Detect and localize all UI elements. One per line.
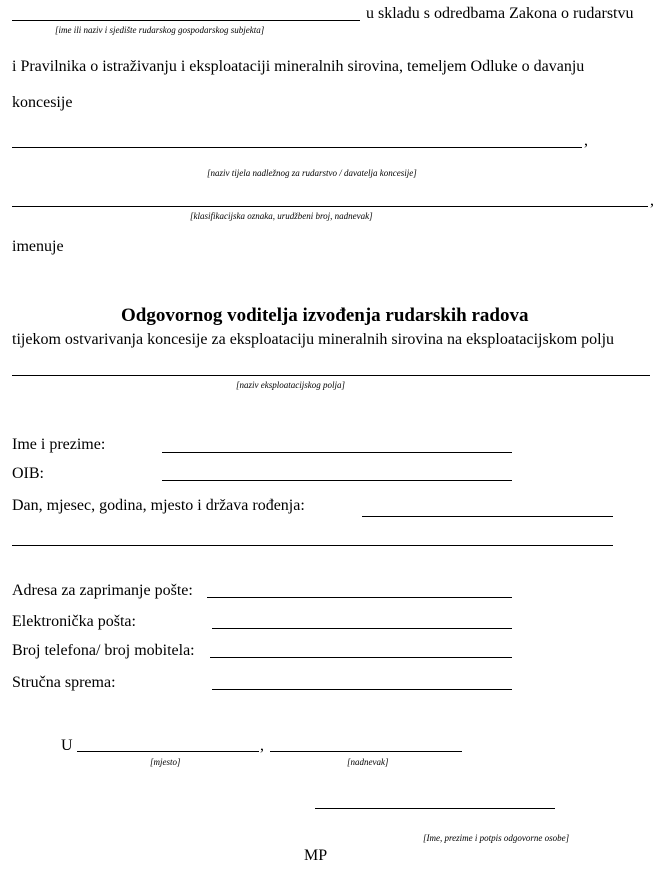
hint-field-name: [naziv eksploatacijskog polja] xyxy=(236,380,345,390)
comma-2: , xyxy=(650,192,654,209)
hint-signature: [Ime, prezime i potpis odgovorne osobe] xyxy=(423,833,570,843)
hint-place: [mjesto] xyxy=(150,757,181,767)
paragraph-line-3: koncesije xyxy=(12,94,73,111)
signature-line[interactable] xyxy=(315,808,555,809)
email-label: Elektronička pošta: xyxy=(12,613,136,630)
document-title: Odgovornog voditelja izvođenja rudarskih radova xyxy=(121,305,529,326)
comma-1: , xyxy=(584,132,588,149)
intro-tail-text: u skladu s odredbama Zakona o rudarstvu xyxy=(366,5,634,22)
education-input-line[interactable] xyxy=(212,689,512,690)
paragraph-line-2: i Pravilnika o istraživanju i eksploataciji mineralnih sirovina, temeljem Odluke o davanju xyxy=(12,58,585,75)
phone-label: Broj telefona/ broj mobitela: xyxy=(12,642,195,659)
birth-label: Dan, mjesec, godina, mjesto i država rođenja: xyxy=(12,497,305,514)
stamp-label: MP xyxy=(304,847,328,864)
place-input-line[interactable] xyxy=(77,751,259,752)
hint-issuing-body: [naziv tijela nadležnog za rudarstvo / davatelja koncesije] xyxy=(207,168,417,178)
oib-label: OIB: xyxy=(12,465,44,482)
subject-name-line[interactable] xyxy=(12,20,360,21)
field-name-line[interactable] xyxy=(12,375,650,376)
document-subtitle: tijekom ostvarivanja koncesije za eksploataciju mineralnih sirovina na eksploatacijskom polju xyxy=(12,331,615,348)
birth-input-line[interactable] xyxy=(362,516,613,517)
classification-line[interactable] xyxy=(12,206,648,207)
issuing-body-line[interactable] xyxy=(12,147,582,148)
hint-classification: [klasifikacijska oznaka, urudžbeni broj, nadnevak] xyxy=(190,211,373,221)
phone-input-line[interactable] xyxy=(210,657,512,658)
name-label: Ime i prezime: xyxy=(12,436,106,453)
address-label: Adresa za zaprimanje pošte: xyxy=(12,582,193,599)
hint-subject: [ime ili naziv i sjedište rudarskog gospodarskog subjekta] xyxy=(55,25,265,35)
hint-date: [nadnevak] xyxy=(347,757,389,767)
email-input-line[interactable] xyxy=(212,628,512,629)
education-label: Stručna sprema: xyxy=(12,674,116,691)
place-date-comma: , xyxy=(260,737,264,754)
appoints-text: imenuje xyxy=(12,238,64,255)
oib-input-line[interactable] xyxy=(162,480,512,481)
date-input-line[interactable] xyxy=(270,751,462,752)
name-input-line[interactable] xyxy=(162,452,512,453)
place-prefix: U xyxy=(61,737,73,754)
address-input-line[interactable] xyxy=(207,597,512,598)
birth-input-line-2[interactable] xyxy=(12,545,613,546)
